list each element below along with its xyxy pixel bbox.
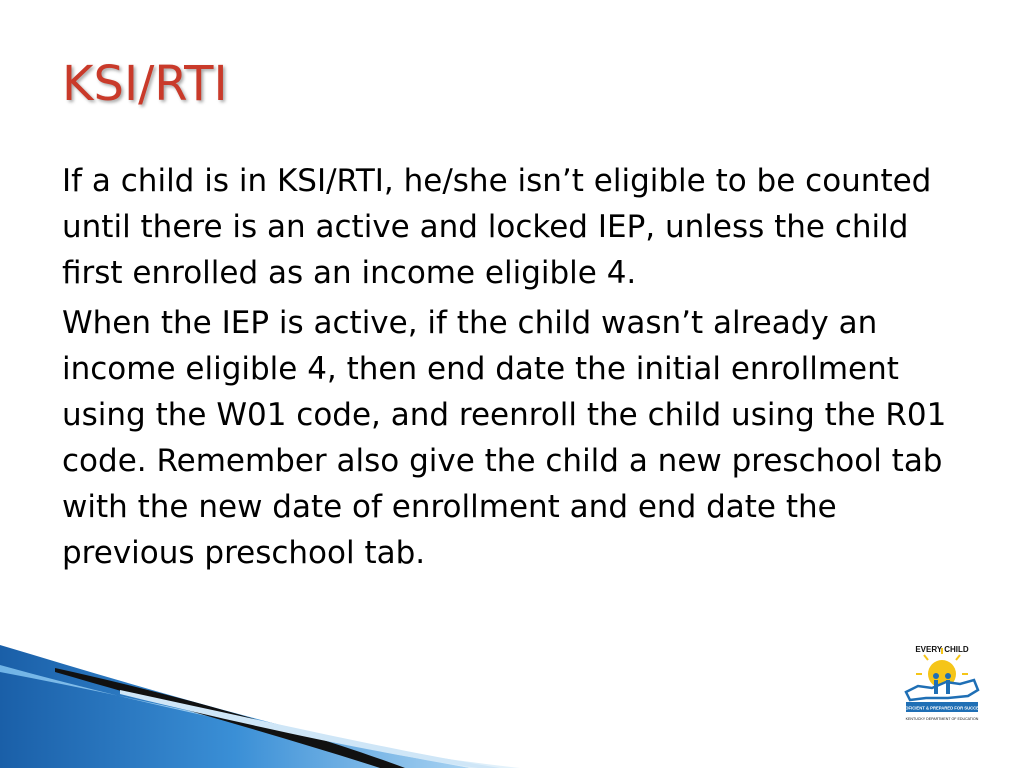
slide-title: KSI/RTI — [62, 56, 228, 112]
slide-body — [62, 158, 967, 580]
logo-top-text: EVERY CHILD — [915, 645, 969, 654]
body-paragraph: If a child is in KSI/RTI, he/she isn’t eligible to be counted until there is an active and locked IEP, unless the child first enrolled as an income eligible 4. — [62, 163, 932, 291]
kentucky-shape-icon — [906, 680, 978, 700]
logo-banner-text: PROFICIENT & PREPARED FOR SUCCESS — [899, 705, 985, 711]
every-child-logo — [898, 640, 986, 728]
logo-footer-text: KENTUCKY DEPARTMENT OF EDUCATION — [905, 717, 979, 721]
body-paragraph: When the IEP is active, if the child wasn’t already an income eligible 4, then end date the initial enrollment using the W01 code, and reenroll the child using the R01 code. Remember also give the child a new preschool tab with the new date of enrollment and end date the previous preschool tab. — [62, 305, 947, 571]
blue-sweep-shape — [0, 645, 470, 768]
